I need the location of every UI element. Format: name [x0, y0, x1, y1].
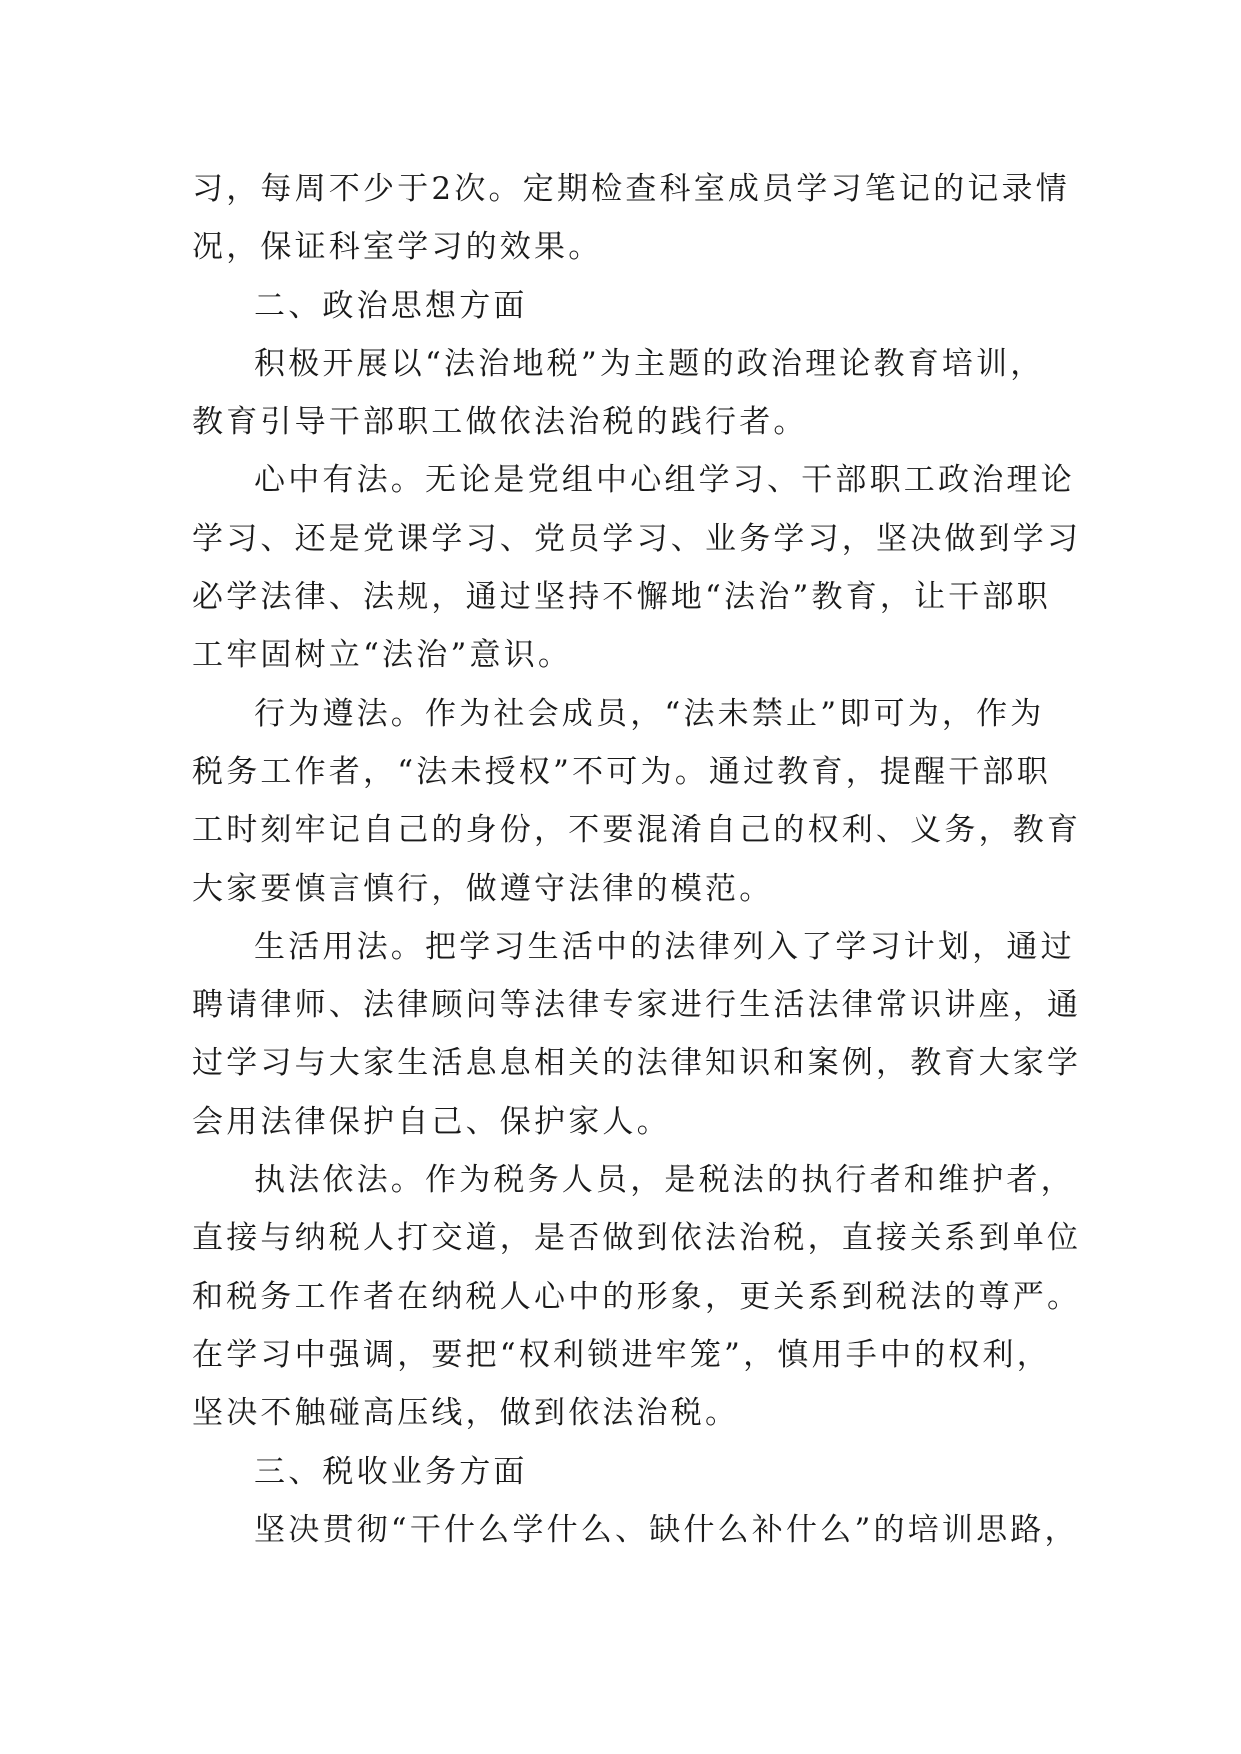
text-line: 积极开展以“法治地税”为主题的政治理论教育培训， — [254, 345, 1045, 382]
text-line: 过学习与大家生活息息相关的法律知识和案例，教育大家学 — [192, 1045, 1082, 1082]
text-line: 坚决贯彻“干什么学什么、缺什么补什么”的培训思路， — [254, 1511, 1079, 1548]
section-heading: 三、税收业务方面 — [254, 1453, 528, 1490]
document-body — [192, 160, 1082, 1559]
text-line: 和税务工作者在纳税人心中的形象，更关系到税法的尊严。 — [192, 1278, 1082, 1315]
text-line: 会用法律保护自己、保护家人。 — [192, 1103, 671, 1140]
text-line: 学习、还是党课学习、党员学习、业务学习，坚决做到学习 — [192, 520, 1082, 557]
text-line: 工牢固树立“法治”意识。 — [192, 637, 573, 674]
text-line: 坚决不触碰高压线，做到依法治税。 — [192, 1395, 740, 1432]
text-line: 心中有法。无论是党组中心组学习、干部职工政治理论 — [254, 462, 1075, 499]
section-heading: 二、政治思想方面 — [254, 287, 528, 324]
text-line: 直接与纳税人打交道，是否做到依法治税，直接关系到单位 — [192, 1220, 1082, 1257]
text-line: 况，保证科室学习的效果。 — [192, 229, 603, 266]
text-line: 习，每周不少于2次。定期检查科室成员学习笔记的记录情 — [192, 171, 1070, 207]
text-line: 工时刻牢记自己的身份，不要混淆自己的权利、义务，教育 — [192, 812, 1082, 849]
text-line: 教育引导干部职工做依法治税的践行者。 — [192, 404, 808, 441]
text-line: 聘请律师、法律顾问等法律专家进行生活法律常识讲座，通 — [192, 987, 1082, 1024]
text-line: 必学法律、法规，通过坚持不懈地“法治”教育，让干部职 — [192, 579, 1051, 616]
text-line: 生活用法。把学习生活中的法律列入了学习计划，通过 — [254, 928, 1075, 965]
text-line: 大家要慎言慎行，做遵守法律的模范。 — [192, 870, 774, 907]
text-line: 税务工作者，“法未授权”不可为。通过教育，提醒干部职 — [192, 753, 1051, 790]
text-line: 行为遵法。作为社会成员，“法未禁止”即可为，作为 — [254, 695, 1045, 732]
text-line: 执法依法。作为税务人员，是税法的执行者和维护者， — [254, 1162, 1075, 1199]
text-line: 在学习中强调，要把“权利锁进牢笼”，慎用手中的权利， — [192, 1336, 1051, 1373]
